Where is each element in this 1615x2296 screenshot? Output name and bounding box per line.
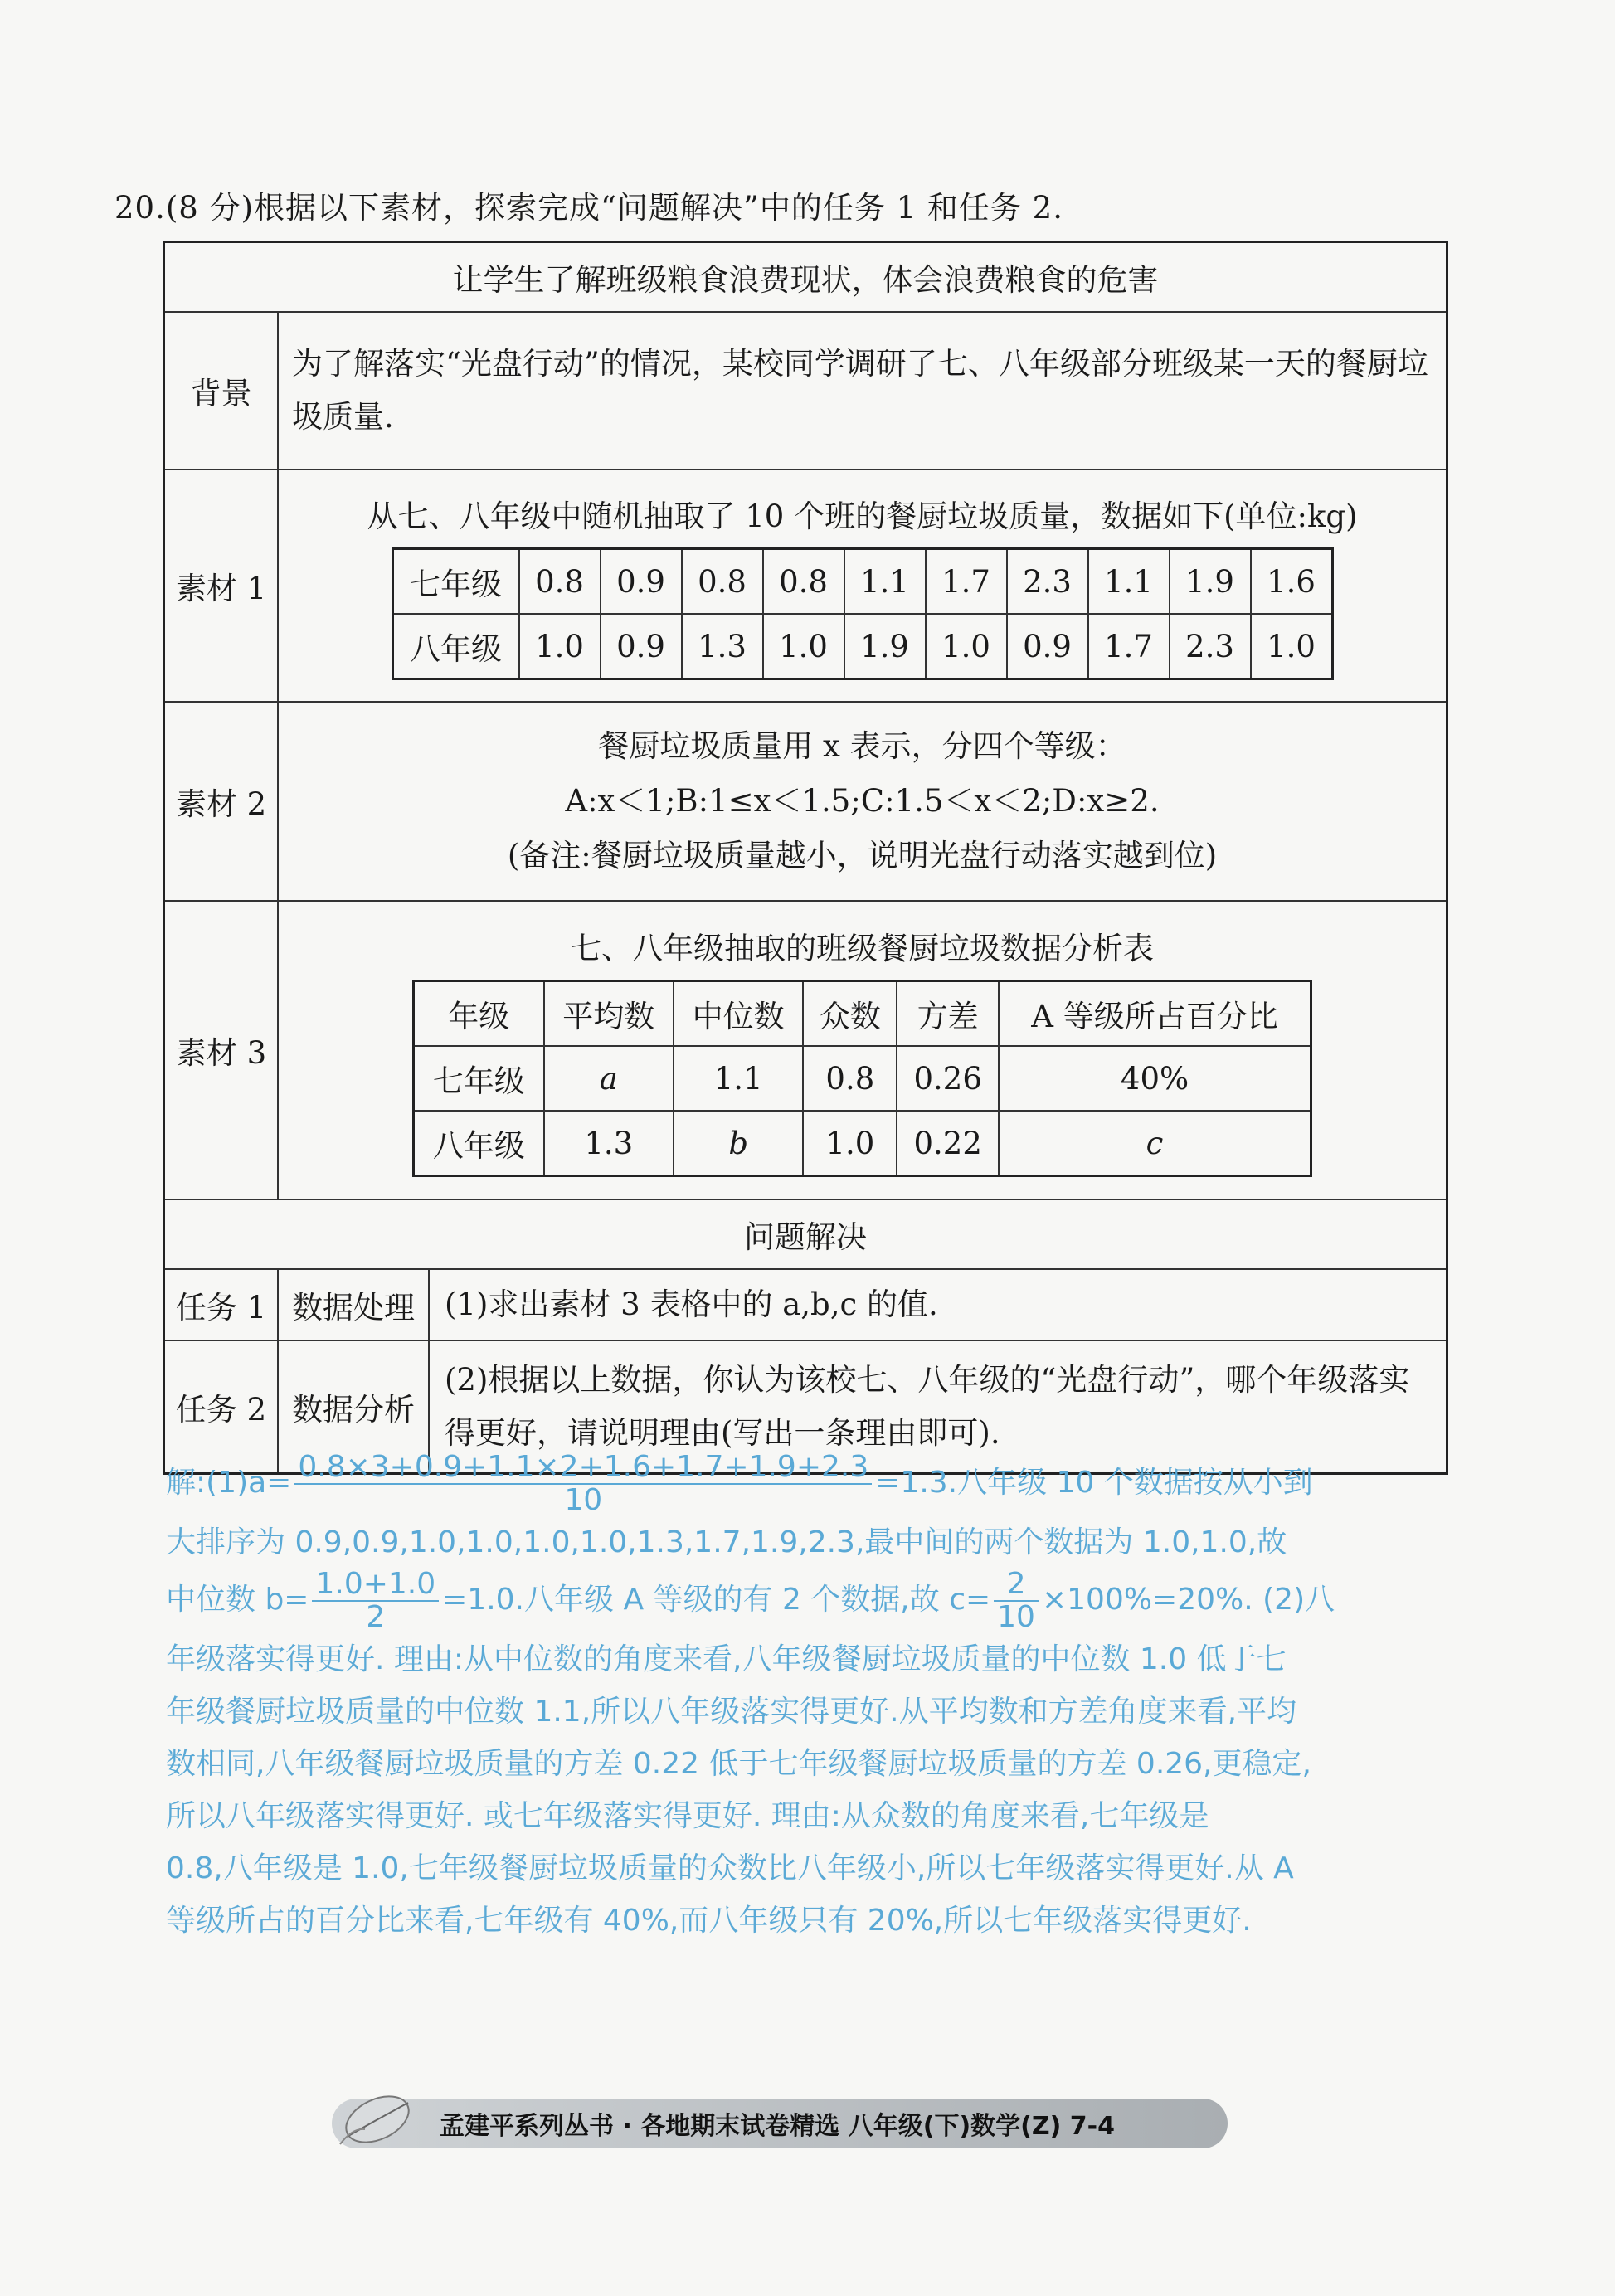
header-cell: 中位数: [674, 981, 803, 1047]
fraction-numerator: 2: [994, 1569, 1039, 1602]
table-cell: b: [674, 1111, 803, 1176]
fraction: [312, 1569, 439, 1633]
value-cell: 1.0: [926, 614, 1007, 679]
value-cell: 1.0: [1251, 614, 1333, 679]
answer-line-4: 年级落实得更好. 理由:从中位数的角度来看,八年级餐厨垃圾质量的中位数 1.0 低于七: [166, 1642, 1287, 1676]
value-cell: 0.9: [1007, 614, 1088, 679]
answer-line-3: [166, 1569, 1460, 1633]
answer-line-2: 大排序为 0.9,0.9,1.0,1.0,1.0,1.0,1.3,1.7,1.9,2.3,最中间的两个数据为 1.0,1.0,故: [166, 1525, 1287, 1559]
task2-text: (2)根据以上数据，你认为该校七、八年级的“光盘行动”，哪个年级落实得更好，请说明理由(写出一条理由即可).: [429, 1340, 1447, 1473]
header-cell: 平均数: [544, 981, 674, 1047]
background-label: 背景: [164, 312, 279, 469]
analysis-table: [412, 980, 1312, 1177]
page-footer: [332, 2099, 1228, 2148]
value-cell: 0.9: [601, 549, 682, 615]
task2-label: 任务 2: [164, 1340, 279, 1473]
fraction-denominator: 2: [366, 1600, 386, 1634]
value-cell: 1.7: [1088, 614, 1170, 679]
table-intro: 让学生了解班级粮食浪费现状，体会浪费粮食的危害: [164, 242, 1447, 313]
table-cell: c: [999, 1111, 1311, 1176]
table-row: [414, 1111, 1311, 1176]
value-cell: 0.8: [763, 549, 844, 615]
table-cell: 八年级: [414, 1111, 544, 1176]
material1-data-table: [392, 547, 1334, 680]
answer-line-5: 年级餐厨垃圾质量的中位数 1.1,所以八年级落实得更好.从平均数和方差角度来看,平均: [166, 1695, 1297, 1729]
value-cell: 1.1: [844, 549, 926, 615]
value-cell: 1.6: [1251, 549, 1333, 615]
value-cell: 2.3: [1170, 614, 1251, 679]
answer-block: [166, 1452, 1460, 1947]
answer-line-1: [166, 1452, 1460, 1516]
header-cell: 众数: [803, 981, 897, 1047]
value-cell: 0.9: [601, 614, 682, 679]
table-row: [414, 1046, 1311, 1111]
answer-line-7: 所以八年级落实得更好. 或七年级落实得更好. 理由:从众数的角度来看,七年级是: [166, 1799, 1209, 1833]
fraction-numerator: 1.0+1.0: [312, 1569, 439, 1602]
table-cell: 0.8: [803, 1046, 897, 1111]
value-cell: 1.1: [1088, 549, 1170, 615]
value-cell: 1.7: [926, 549, 1007, 615]
question-title: 20.(8 分)根据以下素材，探索完成“问题解决”中的任务 1 和任务 2.: [114, 190, 1063, 226]
answer-text: =1.0.八年级 A 等级的有 2 个数据,故 c=: [442, 1583, 991, 1617]
value-cell: 1.9: [844, 614, 926, 679]
fraction-denominator: 10: [997, 1600, 1035, 1634]
value-cell: 1.0: [519, 614, 601, 679]
answer-text: ×100%=20%. (2)八: [1041, 1583, 1335, 1617]
value-cell: 0.8: [682, 549, 763, 615]
material3-label: 素材 3: [164, 901, 279, 1199]
fraction: [994, 1569, 1039, 1633]
table-row: [392, 549, 1332, 615]
answer-text: 解:(1)a=: [166, 1466, 292, 1500]
value-cell: 0.8: [519, 549, 601, 615]
material3-cell: [278, 901, 1447, 1199]
table-row: [392, 614, 1332, 679]
grade-cell: 八年级: [392, 614, 519, 679]
table-cell: 七年级: [414, 1046, 544, 1111]
table-cell: 1.1: [674, 1046, 803, 1111]
grade-cell: 七年级: [392, 549, 519, 615]
material2-cell: [278, 702, 1447, 901]
task2-name: 数据分析: [278, 1340, 429, 1473]
answer-text: 中位数 b=: [166, 1583, 309, 1617]
material2-label: 素材 2: [164, 702, 279, 901]
material3-title: 七、八年级抽取的班级餐厨垃圾数据分析表: [571, 931, 1154, 966]
header-cell: 方差: [897, 981, 999, 1047]
task1-label: 任务 1: [164, 1269, 279, 1340]
material-table: [163, 241, 1448, 1475]
answer-line-8: 0.8,八年级是 1.0,七年级餐厨垃圾质量的众数比八年级小,所以七年级落实得更好.从 A: [166, 1851, 1294, 1885]
material1-label: 素材 1: [164, 469, 279, 702]
value-cell: 1.3: [682, 614, 763, 679]
answer-line-9: 等级所占的百分比来看,七年级有 40%,而八年级只有 20%,所以七年级落实得更好.: [166, 1904, 1252, 1938]
table-cell: a: [544, 1046, 674, 1111]
material1-cell: [278, 469, 1447, 702]
value-cell: 1.9: [1170, 549, 1251, 615]
header-cell: A 等级所占百分比: [999, 981, 1311, 1047]
table-cell: 0.22: [897, 1111, 999, 1176]
material2-line1: 餐厨垃圾质量用 x 表示，分四个等级：: [598, 728, 1126, 764]
material1-title: 从七、八年级中随机抽取了 10 个班的餐厨垃圾质量，数据如下(单位:kg): [367, 499, 1358, 534]
problem-solving-heading: 问题解决: [164, 1199, 1447, 1269]
footer-text: 孟建平系列丛书 · 各地期末试卷精选 八年级(下)数学(Z) 7-4: [440, 2112, 1115, 2141]
task1-text: (1)求出素材 3 表格中的 a,b,c 的值.: [429, 1269, 1447, 1340]
table-cell: 40%: [999, 1046, 1311, 1111]
task1-name: 数据处理: [278, 1269, 429, 1340]
fraction: [294, 1452, 872, 1516]
value-cell: 2.3: [1007, 549, 1088, 615]
leaf-icon: [332, 2078, 423, 2161]
table-cell: 1.3: [544, 1111, 674, 1176]
table-cell: 0.26: [897, 1046, 999, 1111]
header-cell: 年级: [414, 981, 544, 1047]
background-text: 为了解落实“光盘行动”的情况，某校同学调研了七、八年级部分班级某一天的餐厨垃圾质量.: [278, 312, 1447, 469]
answer-text: =1.3.八年级 10 个数据按从小到: [875, 1466, 1313, 1500]
fraction-numerator: 0.8×3+0.9+1.1×2+1.6+1.7+1.9+2.3: [294, 1452, 872, 1485]
value-cell: 1.0: [763, 614, 844, 679]
fraction-denominator: 10: [564, 1483, 603, 1517]
answer-line-6: 数相同,八年级餐厨垃圾质量的方差 0.22 低于七年级餐厨垃圾质量的方差 0.26,更稳定,: [166, 1747, 1311, 1781]
material2-line2: A:x＜1;B:1≤x＜1.5;C:1.5＜x＜2;D:x≥2.: [565, 783, 1160, 819]
table-cell: 1.0: [803, 1111, 897, 1176]
table-header-row: [414, 981, 1311, 1047]
material2-line3: (备注:餐厨垃圾质量越小，说明光盘行动落实越到位): [507, 838, 1218, 873]
